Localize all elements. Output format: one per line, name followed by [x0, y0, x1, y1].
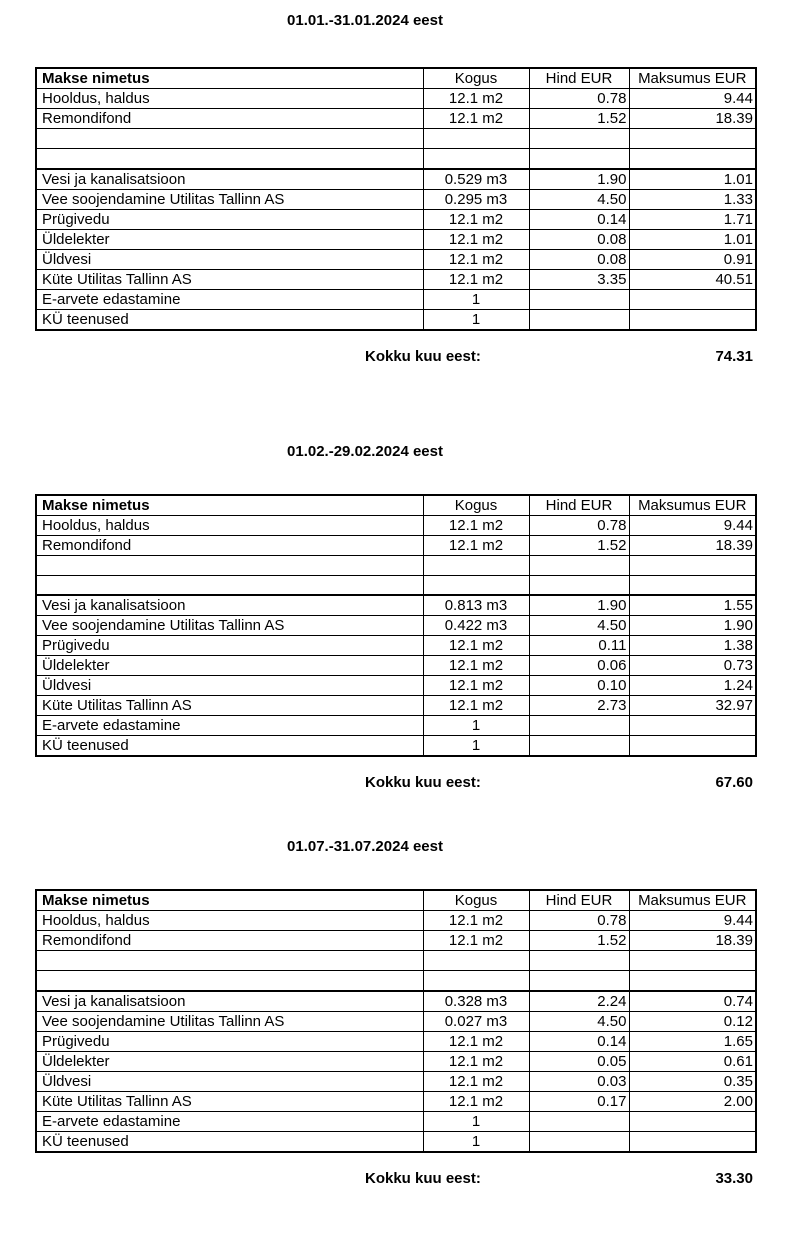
- cell-hind-eur: [529, 951, 629, 971]
- cell-hind-eur: 4.50: [529, 1011, 629, 1031]
- column-header-kogus: Kogus: [423, 68, 529, 89]
- total-value: 33.30: [715, 1169, 753, 1187]
- table-row: [36, 931, 756, 951]
- cell-kogus: 1: [423, 309, 529, 330]
- cell-maksumus-eur: 0.91: [629, 249, 756, 269]
- cell-hind-eur: 0.06: [529, 656, 629, 676]
- column-header-hind-eur: Hind EUR: [529, 68, 629, 89]
- cell-makse-nimetus: Hooldus, haldus: [36, 515, 423, 535]
- cell-makse-nimetus: Üldelekter: [36, 656, 423, 676]
- cell-maksumus-eur: [629, 1131, 756, 1152]
- total-label: Kokku kuu eest:: [365, 347, 481, 365]
- cell-makse-nimetus: Vesi ja kanalisatsioon: [36, 595, 423, 616]
- cell-hind-eur: 0.05: [529, 1051, 629, 1071]
- cell-hind-eur: 0.03: [529, 1071, 629, 1091]
- cell-makse-nimetus: Hooldus, haldus: [36, 911, 423, 931]
- cell-maksumus-eur: 1.55: [629, 595, 756, 616]
- total-label: Kokku kuu eest:: [365, 774, 481, 791]
- cell-kogus: 12.1 m2: [423, 209, 529, 229]
- table-row: [36, 736, 756, 757]
- cell-makse-nimetus: Üldvesi: [36, 1071, 423, 1091]
- column-header-maksumus-eur: Maksumus EUR: [629, 68, 756, 89]
- cell-hind-eur: 2.73: [529, 696, 629, 716]
- period-title: 01.02.-29.02.2024 eest: [287, 442, 443, 460]
- cell-hind-eur: 1.52: [529, 931, 629, 951]
- charges-table: [35, 494, 757, 758]
- cell-hind-eur: 3.35: [529, 269, 629, 289]
- table-row: [36, 535, 756, 555]
- cell-kogus: 12.1 m2: [423, 249, 529, 269]
- cell-makse-nimetus: KÜ teenused: [36, 309, 423, 330]
- cell-hind-eur: 0.78: [529, 911, 629, 931]
- cell-makse-nimetus: Küte Utilitas Tallinn AS: [36, 1091, 423, 1111]
- cell-hind-eur: 0.14: [529, 209, 629, 229]
- column-header-hind-eur: Hind EUR: [529, 495, 629, 516]
- cell-maksumus-eur: 1.33: [629, 189, 756, 209]
- cell-kogus: [423, 129, 529, 149]
- period-title: 01.07.-31.07.2024 eest: [287, 838, 443, 855]
- table-row: [36, 636, 756, 656]
- table-row: [36, 716, 756, 736]
- cell-maksumus-eur: [629, 129, 756, 149]
- cell-maksumus-eur: 1.90: [629, 616, 756, 636]
- table-row: [36, 89, 756, 109]
- cell-kogus: 12.1 m2: [423, 515, 529, 535]
- cell-kogus: [423, 555, 529, 575]
- monthly-total-line: [35, 774, 755, 792]
- cell-hind-eur: 0.08: [529, 249, 629, 269]
- cell-maksumus-eur: 9.44: [629, 89, 756, 109]
- cell-maksumus-eur: [629, 309, 756, 330]
- table-row: [36, 991, 756, 1012]
- table-row: [36, 951, 756, 971]
- cell-kogus: 12.1 m2: [423, 89, 529, 109]
- charges-table: [35, 67, 757, 331]
- cell-kogus: [423, 971, 529, 991]
- cell-makse-nimetus: [36, 575, 423, 595]
- cell-kogus: 12.1 m2: [423, 269, 529, 289]
- cell-makse-nimetus: Küte Utilitas Tallinn AS: [36, 696, 423, 716]
- table-row: [36, 676, 756, 696]
- cell-hind-eur: 1.52: [529, 535, 629, 555]
- cell-hind-eur: 0.14: [529, 1031, 629, 1051]
- cell-makse-nimetus: Vesi ja kanalisatsioon: [36, 991, 423, 1012]
- cell-makse-nimetus: Remondifond: [36, 931, 423, 951]
- cell-makse-nimetus: Vesi ja kanalisatsioon: [36, 169, 423, 190]
- column-header-hind-eur: Hind EUR: [529, 890, 629, 911]
- cell-kogus: 1: [423, 1131, 529, 1152]
- billing-section-january: [35, 12, 755, 366]
- cell-makse-nimetus: Prügivedu: [36, 1031, 423, 1051]
- cell-hind-eur: 1.90: [529, 595, 629, 616]
- cell-maksumus-eur: 9.44: [629, 515, 756, 535]
- cell-maksumus-eur: 0.73: [629, 656, 756, 676]
- cell-hind-eur: 2.24: [529, 991, 629, 1012]
- cell-hind-eur: [529, 716, 629, 736]
- cell-makse-nimetus: Vee soojendamine Utilitas Tallinn AS: [36, 189, 423, 209]
- column-header-makse-nimetus: Makse nimetus: [36, 68, 423, 89]
- table-row: [36, 189, 756, 209]
- cell-maksumus-eur: 1.01: [629, 169, 756, 190]
- total-value: 67.60: [715, 774, 753, 791]
- cell-kogus: 0.328 m3: [423, 991, 529, 1012]
- cell-hind-eur: [529, 129, 629, 149]
- cell-maksumus-eur: 18.39: [629, 535, 756, 555]
- cell-makse-nimetus: E-arvete edastamine: [36, 716, 423, 736]
- cell-makse-nimetus: E-arvete edastamine: [36, 289, 423, 309]
- cell-hind-eur: [529, 289, 629, 309]
- cell-maksumus-eur: [629, 149, 756, 169]
- table-row: [36, 1051, 756, 1071]
- cell-makse-nimetus: Üldvesi: [36, 676, 423, 696]
- cell-makse-nimetus: Vee soojendamine Utilitas Tallinn AS: [36, 1011, 423, 1031]
- column-header-maksumus-eur: Maksumus EUR: [629, 495, 756, 516]
- cell-maksumus-eur: 1.65: [629, 1031, 756, 1051]
- cell-makse-nimetus: KÜ teenused: [36, 736, 423, 757]
- table-row: [36, 1131, 756, 1152]
- cell-maksumus-eur: [629, 289, 756, 309]
- table-row: [36, 911, 756, 931]
- cell-maksumus-eur: 0.12: [629, 1011, 756, 1031]
- cell-hind-eur: 4.50: [529, 616, 629, 636]
- cell-maksumus-eur: [629, 716, 756, 736]
- column-header-makse-nimetus: Makse nimetus: [36, 890, 423, 911]
- cell-hind-eur: 0.78: [529, 89, 629, 109]
- cell-hind-eur: 1.52: [529, 109, 629, 129]
- cell-kogus: 12.1 m2: [423, 696, 529, 716]
- cell-makse-nimetus: [36, 951, 423, 971]
- table-row: [36, 149, 756, 169]
- table-row: [36, 1011, 756, 1031]
- table-row: [36, 656, 756, 676]
- cell-kogus: 12.1 m2: [423, 229, 529, 249]
- cell-makse-nimetus: [36, 129, 423, 149]
- cell-maksumus-eur: [629, 971, 756, 991]
- cell-kogus: 0.027 m3: [423, 1011, 529, 1031]
- cell-kogus: 12.1 m2: [423, 535, 529, 555]
- cell-maksumus-eur: 18.39: [629, 109, 756, 129]
- table-row: [36, 515, 756, 535]
- cell-makse-nimetus: Vee soojendamine Utilitas Tallinn AS: [36, 616, 423, 636]
- cell-maksumus-eur: 2.00: [629, 1091, 756, 1111]
- charges-table: [35, 889, 757, 1153]
- cell-kogus: 0.422 m3: [423, 616, 529, 636]
- cell-kogus: 12.1 m2: [423, 1051, 529, 1071]
- table-row: [36, 1071, 756, 1091]
- cell-maksumus-eur: 18.39: [629, 931, 756, 951]
- cell-hind-eur: [529, 736, 629, 757]
- cell-maksumus-eur: 9.44: [629, 911, 756, 931]
- cell-makse-nimetus: KÜ teenused: [36, 1131, 423, 1152]
- table-row: [36, 595, 756, 616]
- cell-hind-eur: 4.50: [529, 189, 629, 209]
- cell-makse-nimetus: Hooldus, haldus: [36, 89, 423, 109]
- table-row: [36, 169, 756, 190]
- cell-maksumus-eur: 1.24: [629, 676, 756, 696]
- table-row: [36, 249, 756, 269]
- table-header-row: [36, 890, 756, 911]
- cell-kogus: 1: [423, 1111, 529, 1131]
- column-header-makse-nimetus: Makse nimetus: [36, 495, 423, 516]
- table-row: [36, 1111, 756, 1131]
- cell-hind-eur: 0.17: [529, 1091, 629, 1111]
- period-title: 01.01.-31.01.2024 eest: [287, 12, 443, 29]
- cell-maksumus-eur: 0.74: [629, 991, 756, 1012]
- cell-maksumus-eur: [629, 575, 756, 595]
- table-row: [36, 229, 756, 249]
- cell-kogus: 1: [423, 289, 529, 309]
- cell-hind-eur: 0.11: [529, 636, 629, 656]
- cell-hind-eur: 0.78: [529, 515, 629, 535]
- cell-makse-nimetus: [36, 149, 423, 169]
- table-header-row: [36, 495, 756, 516]
- column-header-kogus: Kogus: [423, 890, 529, 911]
- cell-maksumus-eur: 1.01: [629, 229, 756, 249]
- table-row: [36, 1091, 756, 1111]
- cell-kogus: 12.1 m2: [423, 1031, 529, 1051]
- cell-makse-nimetus: E-arvete edastamine: [36, 1111, 423, 1131]
- column-header-maksumus-eur: Maksumus EUR: [629, 890, 756, 911]
- column-header-kogus: Kogus: [423, 495, 529, 516]
- cell-kogus: [423, 575, 529, 595]
- cell-kogus: 12.1 m2: [423, 1091, 529, 1111]
- cell-maksumus-eur: [629, 555, 756, 575]
- cell-maksumus-eur: 1.71: [629, 209, 756, 229]
- cell-hind-eur: [529, 309, 629, 330]
- table-row: [36, 1031, 756, 1051]
- total-label: Kokku kuu eest:: [365, 1169, 481, 1187]
- cell-kogus: 0.295 m3: [423, 189, 529, 209]
- cell-kogus: 12.1 m2: [423, 676, 529, 696]
- cell-kogus: 12.1 m2: [423, 656, 529, 676]
- cell-kogus: 0.529 m3: [423, 169, 529, 190]
- billing-document: [35, 0, 755, 1188]
- table-row: [36, 309, 756, 330]
- cell-maksumus-eur: 1.38: [629, 636, 756, 656]
- billing-section-february: [35, 443, 755, 793]
- billing-section-july: [35, 838, 755, 1188]
- table-header-row: [36, 68, 756, 89]
- table-row: [36, 696, 756, 716]
- total-value: 74.31: [715, 347, 753, 365]
- cell-hind-eur: [529, 1111, 629, 1131]
- monthly-total-line: [35, 348, 755, 366]
- table-row: [36, 575, 756, 595]
- cell-kogus: 12.1 m2: [423, 911, 529, 931]
- table-row: [36, 209, 756, 229]
- cell-kogus: [423, 951, 529, 971]
- cell-maksumus-eur: 32.97: [629, 696, 756, 716]
- cell-hind-eur: [529, 971, 629, 991]
- cell-makse-nimetus: [36, 555, 423, 575]
- table-row: [36, 555, 756, 575]
- cell-maksumus-eur: 40.51: [629, 269, 756, 289]
- cell-kogus: 1: [423, 716, 529, 736]
- cell-makse-nimetus: Prügivedu: [36, 636, 423, 656]
- cell-makse-nimetus: Remondifond: [36, 535, 423, 555]
- cell-hind-eur: 1.90: [529, 169, 629, 190]
- cell-makse-nimetus: Üldelekter: [36, 229, 423, 249]
- cell-hind-eur: 0.08: [529, 229, 629, 249]
- cell-hind-eur: 0.10: [529, 676, 629, 696]
- cell-kogus: 12.1 m2: [423, 636, 529, 656]
- cell-kogus: 12.1 m2: [423, 109, 529, 129]
- cell-maksumus-eur: [629, 736, 756, 757]
- table-row: [36, 971, 756, 991]
- cell-maksumus-eur: 0.61: [629, 1051, 756, 1071]
- table-row: [36, 129, 756, 149]
- cell-makse-nimetus: [36, 971, 423, 991]
- cell-hind-eur: [529, 575, 629, 595]
- cell-makse-nimetus: Remondifond: [36, 109, 423, 129]
- cell-kogus: 12.1 m2: [423, 1071, 529, 1091]
- cell-kogus: 12.1 m2: [423, 931, 529, 951]
- cell-kogus: 1: [423, 736, 529, 757]
- cell-hind-eur: [529, 1131, 629, 1152]
- cell-maksumus-eur: 0.35: [629, 1071, 756, 1091]
- table-row: [36, 289, 756, 309]
- cell-makse-nimetus: Prügivedu: [36, 209, 423, 229]
- cell-maksumus-eur: [629, 951, 756, 971]
- cell-makse-nimetus: Üldelekter: [36, 1051, 423, 1071]
- cell-makse-nimetus: Küte Utilitas Tallinn AS: [36, 269, 423, 289]
- table-row: [36, 616, 756, 636]
- cell-hind-eur: [529, 149, 629, 169]
- monthly-total-line: [35, 1170, 755, 1188]
- cell-kogus: [423, 149, 529, 169]
- cell-kogus: 0.813 m3: [423, 595, 529, 616]
- cell-hind-eur: [529, 555, 629, 575]
- cell-makse-nimetus: Üldvesi: [36, 249, 423, 269]
- table-row: [36, 109, 756, 129]
- table-row: [36, 269, 756, 289]
- cell-maksumus-eur: [629, 1111, 756, 1131]
